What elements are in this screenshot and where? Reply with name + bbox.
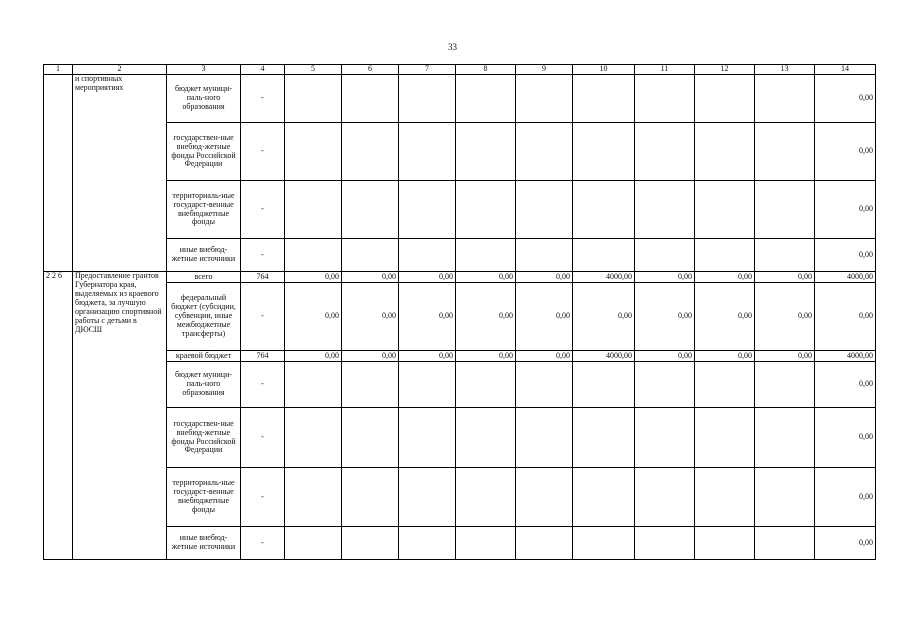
- value-cell: 0,00: [456, 272, 516, 283]
- funding-source: бюджет муници-паль-ного образования: [167, 75, 241, 123]
- value-cell: [285, 468, 342, 527]
- value-cell: 0,00: [399, 283, 456, 351]
- column-header: 8: [456, 65, 516, 75]
- value-cell: [635, 362, 695, 408]
- value-cell: 0,00: [285, 351, 342, 362]
- value-cell: [573, 181, 635, 239]
- total-cell: 0,00: [815, 468, 876, 527]
- value-cell: 0,00: [695, 272, 755, 283]
- budget-table: [43, 64, 876, 560]
- value-cell: [635, 527, 695, 560]
- value-cell: [635, 123, 695, 181]
- value-cell: 0,00: [755, 272, 815, 283]
- value-cell: [755, 123, 815, 181]
- value-cell: [456, 123, 516, 181]
- value-cell: [516, 123, 573, 181]
- value-cell: [285, 408, 342, 468]
- value-cell: [399, 123, 456, 181]
- value-cell: [456, 75, 516, 123]
- funding-source: федеральный бюджет (субсидии, субвенции, иные межбюджетные трансферты): [167, 283, 241, 351]
- total-cell: 0,00: [815, 123, 876, 181]
- total-cell: 0,00: [815, 283, 876, 351]
- value-cell: [456, 239, 516, 272]
- value-cell: 0,00: [342, 272, 399, 283]
- value-cell: [342, 123, 399, 181]
- table-row: [44, 362, 876, 408]
- budget-code: -: [241, 362, 285, 408]
- value-cell: [635, 408, 695, 468]
- table-row: [44, 123, 876, 181]
- value-cell: 0,00: [399, 351, 456, 362]
- budget-code: -: [241, 181, 285, 239]
- value-cell: [573, 527, 635, 560]
- value-cell: [755, 181, 815, 239]
- value-cell: 0,00: [635, 351, 695, 362]
- value-cell: 0,00: [635, 272, 695, 283]
- value-cell: [399, 408, 456, 468]
- value-cell: [456, 362, 516, 408]
- table-row: [44, 181, 876, 239]
- value-cell: [456, 468, 516, 527]
- value-cell: [573, 239, 635, 272]
- page-number: 33: [448, 42, 457, 52]
- total-cell: 0,00: [815, 527, 876, 560]
- value-cell: [573, 75, 635, 123]
- value-cell: 0,00: [399, 272, 456, 283]
- table-row: [44, 75, 876, 123]
- value-cell: [342, 75, 399, 123]
- column-header: 11: [635, 65, 695, 75]
- value-cell: [755, 75, 815, 123]
- value-cell: [285, 123, 342, 181]
- value-cell: 0,00: [755, 283, 815, 351]
- budget-code: -: [241, 408, 285, 468]
- value-cell: [342, 239, 399, 272]
- value-cell: 0,00: [695, 283, 755, 351]
- value-cell: [695, 75, 755, 123]
- value-cell: [285, 527, 342, 560]
- column-header: 6: [342, 65, 399, 75]
- budget-code: 764: [241, 351, 285, 362]
- value-cell: 0,00: [516, 351, 573, 362]
- row-code: [44, 75, 73, 272]
- value-cell: [755, 527, 815, 560]
- funding-source: государствен-ные внебюд-жетные фонды Российской Федерации: [167, 408, 241, 468]
- value-cell: [573, 362, 635, 408]
- value-cell: 0,00: [635, 283, 695, 351]
- value-cell: [342, 181, 399, 239]
- value-cell: 4000,00: [573, 272, 635, 283]
- value-cell: 4000,00: [573, 351, 635, 362]
- value-cell: [516, 527, 573, 560]
- value-cell: [342, 362, 399, 408]
- value-cell: [516, 362, 573, 408]
- column-header: 9: [516, 65, 573, 75]
- budget-code: 764: [241, 272, 285, 283]
- value-cell: 0,00: [285, 283, 342, 351]
- funding-source: всего: [167, 272, 241, 283]
- value-cell: [573, 408, 635, 468]
- value-cell: [516, 239, 573, 272]
- value-cell: [516, 408, 573, 468]
- value-cell: [695, 239, 755, 272]
- column-header: 4: [241, 65, 285, 75]
- value-cell: 0,00: [456, 351, 516, 362]
- value-cell: 0,00: [516, 272, 573, 283]
- value-cell: [695, 408, 755, 468]
- funding-source: бюджет муници-паль-ного образования: [167, 362, 241, 408]
- value-cell: [516, 181, 573, 239]
- column-header: 5: [285, 65, 342, 75]
- measure-name: и спортивных мероприятиях: [73, 75, 167, 272]
- total-cell: 0,00: [815, 75, 876, 123]
- total-cell: 0,00: [815, 181, 876, 239]
- funding-source: государствен-ные внебюд-жетные фонды Российской Федерации: [167, 123, 241, 181]
- funding-source: иные внебюд-жетные источники: [167, 239, 241, 272]
- column-header: 7: [399, 65, 456, 75]
- value-cell: [695, 181, 755, 239]
- value-cell: [695, 123, 755, 181]
- budget-code: -: [241, 283, 285, 351]
- value-cell: [399, 181, 456, 239]
- value-cell: [399, 468, 456, 527]
- value-cell: [635, 468, 695, 527]
- value-cell: [695, 468, 755, 527]
- table-row: [44, 272, 876, 283]
- value-cell: 0,00: [342, 283, 399, 351]
- table-row: [44, 468, 876, 527]
- total-cell: 0,00: [815, 408, 876, 468]
- value-cell: [342, 468, 399, 527]
- column-header: 3: [167, 65, 241, 75]
- value-cell: [573, 468, 635, 527]
- column-header: 1: [44, 65, 73, 75]
- value-cell: 0,00: [516, 283, 573, 351]
- measure-name: Предоставление грантов Губернатора края, выделяемых из краевого бюджета, за лучшую организацию спортивной работы с детьми в ДЮСШ: [73, 272, 167, 560]
- value-cell: 0,00: [342, 351, 399, 362]
- value-cell: [342, 527, 399, 560]
- value-cell: [635, 75, 695, 123]
- table-row: [44, 408, 876, 468]
- funding-source: территориаль-ные государст-венные внебюджетные фонды: [167, 468, 241, 527]
- value-cell: [755, 408, 815, 468]
- table-row: [44, 239, 876, 272]
- value-cell: [456, 527, 516, 560]
- value-cell: [342, 408, 399, 468]
- value-cell: [285, 181, 342, 239]
- value-cell: 0,00: [755, 351, 815, 362]
- value-cell: [456, 181, 516, 239]
- value-cell: [695, 362, 755, 408]
- funding-source: территориаль-ные государст-венные внебюджетные фонды: [167, 181, 241, 239]
- table-row: [44, 351, 876, 362]
- budget-code: -: [241, 527, 285, 560]
- column-header: 10: [573, 65, 635, 75]
- column-header: 2: [73, 65, 167, 75]
- value-cell: 0,00: [573, 283, 635, 351]
- value-cell: [695, 527, 755, 560]
- value-cell: [285, 362, 342, 408]
- budget-code: -: [241, 75, 285, 123]
- table-row: [44, 283, 876, 351]
- value-cell: 0,00: [456, 283, 516, 351]
- total-cell: 0,00: [815, 239, 876, 272]
- funding-source: иные внебюд-жетные источники: [167, 527, 241, 560]
- budget-code: -: [241, 239, 285, 272]
- value-cell: 0,00: [285, 272, 342, 283]
- column-header: 13: [755, 65, 815, 75]
- value-cell: [399, 527, 456, 560]
- value-cell: [285, 239, 342, 272]
- table-row: [44, 527, 876, 560]
- total-cell: 4000,00: [815, 272, 876, 283]
- value-cell: [635, 239, 695, 272]
- column-header: 14: [815, 65, 876, 75]
- funding-source: краевой бюджет: [167, 351, 241, 362]
- value-cell: [516, 468, 573, 527]
- value-cell: [399, 239, 456, 272]
- value-cell: [285, 75, 342, 123]
- total-cell: 0,00: [815, 362, 876, 408]
- total-cell: 4000,00: [815, 351, 876, 362]
- value-cell: [516, 75, 573, 123]
- value-cell: [755, 239, 815, 272]
- header-row: [44, 65, 876, 75]
- value-cell: [456, 408, 516, 468]
- value-cell: 0,00: [695, 351, 755, 362]
- budget-code: -: [241, 123, 285, 181]
- value-cell: [755, 468, 815, 527]
- value-cell: [755, 362, 815, 408]
- value-cell: [399, 362, 456, 408]
- row-code: 2 2 6: [44, 272, 73, 560]
- budget-code: -: [241, 468, 285, 527]
- value-cell: [573, 123, 635, 181]
- value-cell: [635, 181, 695, 239]
- column-header: 12: [695, 65, 755, 75]
- value-cell: [399, 75, 456, 123]
